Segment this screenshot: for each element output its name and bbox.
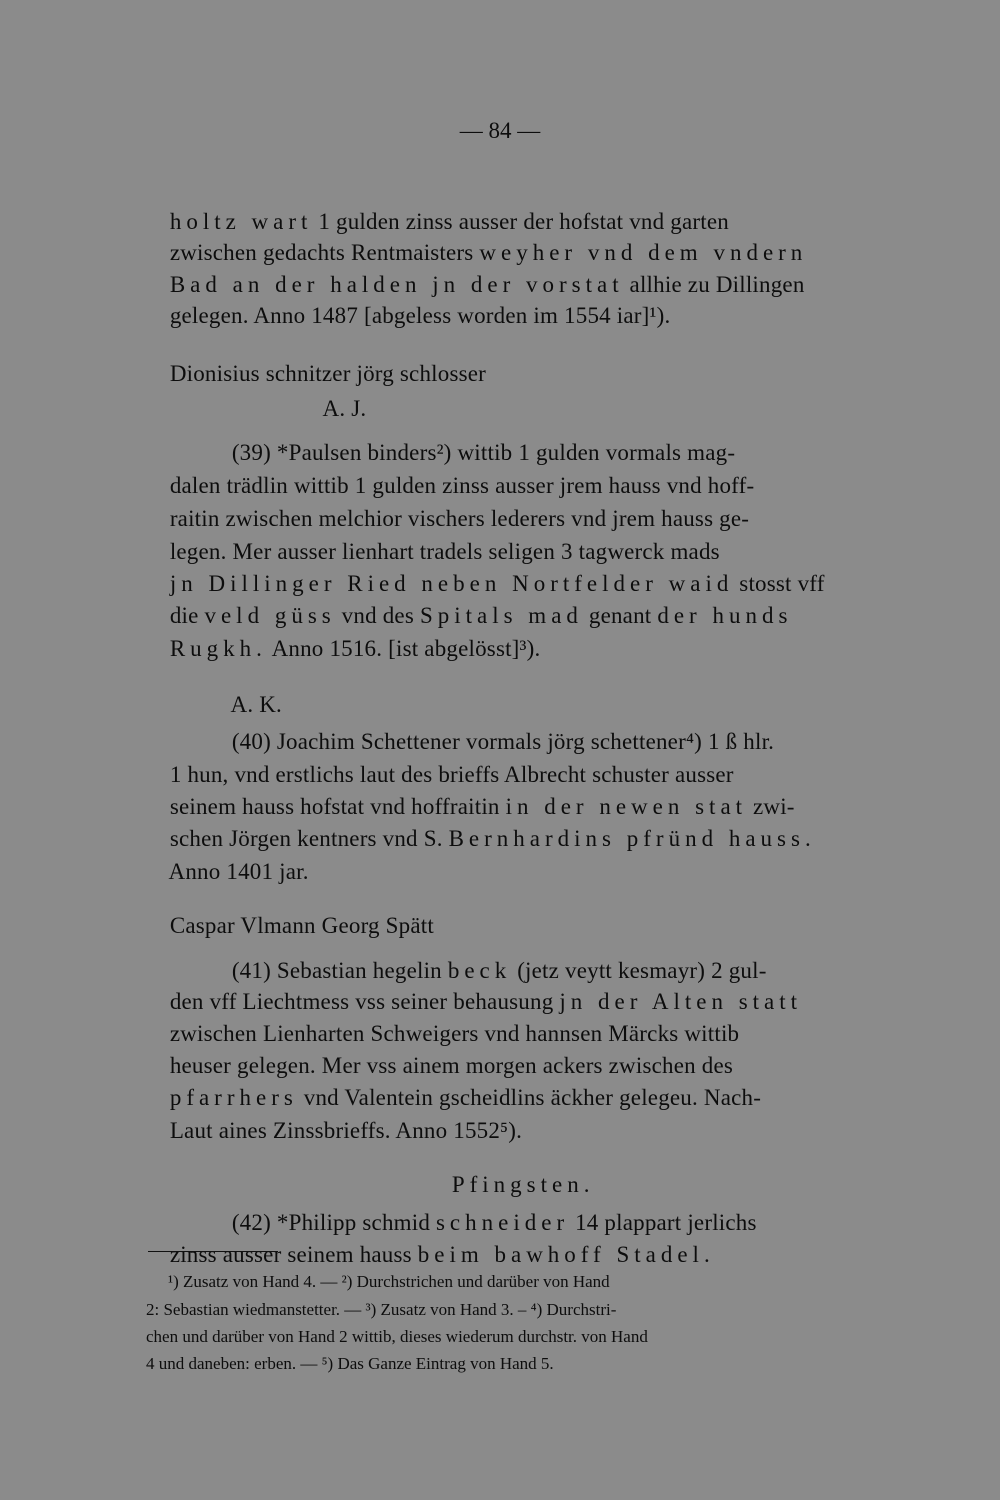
spaced-text: Spitals mad <box>419 603 583 628</box>
line-text: Anno 1516. [ist abgelösst]³). <box>266 636 541 661</box>
line-text: den vff Liechtmess vss seiner behausung <box>169 989 560 1014</box>
line-text: vnd Valentein gscheidlins äckher gelegeu. Nach- <box>297 1085 762 1110</box>
line-text: seinem hauss hofstat vnd hoffraitin <box>169 794 506 819</box>
line-text: 1 gulden zinss ausser der hofstat vnd garten <box>312 209 729 234</box>
spaced-text: holtz wart <box>169 209 313 234</box>
line-text: Laut aines Zinssbrieffs. Anno 1552⁵). <box>169 1118 523 1143</box>
line-text: allhie zu Dillingen <box>623 272 805 297</box>
line-text: genant <box>582 603 658 628</box>
line-text: legen. Mer ausser lienhart tradels seligen 3 tagwerck mads <box>169 539 720 564</box>
line-text: raitin zwischen melchior vischers lederers vnd jrem hauss ge- <box>169 506 750 531</box>
spaced-text: Rugkh. <box>169 636 267 661</box>
line-text: zwi- <box>747 794 795 819</box>
footnote-divider <box>148 1251 278 1252</box>
line-text: (42) *Philipp schmid <box>231 1210 436 1235</box>
line-text: zinss ausser seinem hauss <box>169 1242 418 1267</box>
spaced-text: Bad an der halden jn der vorstat <box>169 272 624 297</box>
spaced-text: veld güss <box>204 603 336 628</box>
footnote-line: chen und darüber von Hand 2 wittib, dieses wiederum durchstr. von Hand <box>146 1327 648 1346</box>
line-text: Dionisius schnitzer jörg schlosser <box>169 361 487 386</box>
spaced-text: schneider <box>435 1210 570 1235</box>
line-text: zwischen gedachts Rentmaisters <box>169 240 480 265</box>
line-text: heuser gelegen. Mer vss ainem morgen ackers zwischen des <box>169 1053 734 1078</box>
line-text: 1 hun, vnd erstlichs laut des brieffs Albrecht schuster ausser <box>169 762 734 787</box>
line-text: vnd des <box>335 603 420 628</box>
spaced-text: jn der Alten statt <box>559 989 803 1014</box>
line-text: (39) *Paulsen binders²) wittib 1 gulden vormals mag- <box>231 440 736 465</box>
line-text: stosst vff <box>733 571 825 596</box>
line-text: 14 plappart jerlichs <box>569 1210 757 1235</box>
text-line <box>146 604 540 694</box>
line-text: A. J. <box>322 396 367 421</box>
spaced-text: pfarrhers <box>169 1085 298 1110</box>
line-text: Caspar Vlmann Georg Spätt <box>169 913 434 938</box>
line-text: Anno 1401 jar. <box>168 859 309 884</box>
line-text: (jetz veytt kesmayr) 2 gul- <box>511 958 767 983</box>
footnote-line: ¹) Zusatz von Hand 4. — ²) Durchstrichen und darüber von Hand <box>168 1272 610 1291</box>
spaced-text: jn Dillinger Ried neben Nortfelder waid <box>169 571 734 596</box>
line-text: schen Jörgen kentners vnd S. <box>169 826 449 851</box>
line-text: A. K. <box>230 692 283 717</box>
line-text: die <box>169 603 205 628</box>
spaced-text: Pfingsten. <box>451 1172 595 1197</box>
spaced-text: beck <box>447 958 512 983</box>
spaced-text: Bernhardins pfründ hauss. <box>448 826 816 851</box>
spaced-text: beim bawhoff Stadel. <box>417 1242 715 1267</box>
line-text: dalen trädlin wittib 1 gulden zinss ausser jrem hauss vnd hoff- <box>169 473 755 498</box>
line-text: (41) Sebastian hegelin <box>231 958 448 983</box>
spaced-text: weyher vnd dem vndern <box>479 240 808 265</box>
line-text: zwischen Lienharten Schweigers vnd hannsen Märcks wittib <box>169 1021 740 1046</box>
footnote-line: 4 und daneben: erben. — ⁵) Das Ganze Eintrag von Hand 5. <box>146 1354 554 1373</box>
line-text: (40) Joachim Schettener vormals jörg schettener⁴) 1 ß hlr. <box>231 729 775 754</box>
spaced-text: in der newen stat <box>505 794 748 819</box>
page-number: — 84 — <box>459 118 541 143</box>
line-text: gelegen. Anno 1487 [abgeless worden im 1554 iar]¹). <box>169 303 671 328</box>
spaced-text: der hunds <box>657 603 793 628</box>
footnote-line: 2: Sebastian wiedmanstetter. — ³) Zusatz von Hand 3. – ⁴) Durchstri- <box>146 1300 617 1319</box>
